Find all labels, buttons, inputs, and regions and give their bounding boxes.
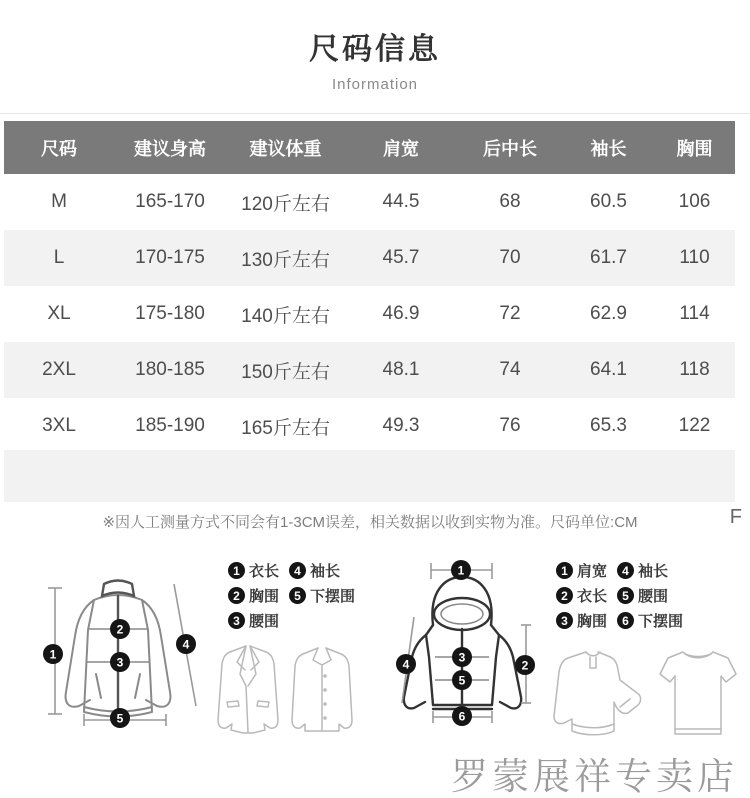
table-row <box>4 286 735 342</box>
svg-text:1: 1 <box>49 647 57 662</box>
table-cell: 49.3 <box>382 415 420 436</box>
column-header-sleeve: 袖长 <box>563 121 654 174</box>
legend-item <box>556 585 607 606</box>
table-cell: 3XL <box>42 415 76 436</box>
legend-label: 胸围 <box>249 588 280 605</box>
legend-label: 衣长 <box>577 588 608 605</box>
hoodie-badge-3 <box>452 647 472 667</box>
svg-text:2: 2 <box>521 658 529 673</box>
table-row <box>4 174 735 230</box>
hoodie-badge-4 <box>396 654 416 674</box>
hoodie-badge-5 <box>452 670 472 690</box>
table-cell: 44.5 <box>382 191 420 212</box>
badge-2-icon: 2 <box>556 587 573 604</box>
svg-text:4: 4 <box>182 637 190 652</box>
badge-4-icon: 4 <box>289 562 306 579</box>
legend-item <box>289 560 355 581</box>
legend-item <box>617 585 683 606</box>
table-cell: 62.9 <box>590 303 627 324</box>
legend-label: 下摆围 <box>310 588 356 605</box>
column-header-backlen: 后中长 <box>457 121 563 174</box>
legend-label: 腰围 <box>249 613 280 630</box>
table-cell: 180-185 <box>135 359 205 380</box>
table-cell: 114 <box>679 303 710 324</box>
legend-label: 肩宽 <box>577 563 608 580</box>
table-cell: 76 <box>499 415 521 436</box>
table-cell: 122 <box>678 415 711 436</box>
jacket-badge-4 <box>176 634 196 654</box>
empty-row-band <box>4 450 735 502</box>
table-cell: 185-190 <box>135 415 205 436</box>
badge-1-icon: 1 <box>228 562 245 579</box>
jacket-badge-1 <box>43 644 63 664</box>
column-header-weight: 建议体重 <box>226 121 345 174</box>
blazer-shirt-sketch <box>215 640 357 740</box>
table-cell: 106 <box>678 191 711 212</box>
table-cell: 165-170 <box>135 191 205 212</box>
jacket-badge-2 <box>110 619 130 639</box>
table-cell: 61.7 <box>590 247 627 268</box>
table-cell: L <box>53 247 65 268</box>
badge-3-icon: 3 <box>556 612 573 629</box>
jacket-badge-3 <box>110 652 130 672</box>
table-header-row <box>4 121 735 174</box>
table-cell: 170-175 <box>135 247 205 268</box>
measurement-diagrams <box>0 552 750 748</box>
legend-label: 袖长 <box>310 563 341 580</box>
table-cell: 120斤左右 <box>241 193 330 215</box>
legend-item <box>289 585 355 606</box>
hoodie-badge-2 <box>515 655 535 675</box>
table-cell: 70 <box>499 247 521 268</box>
legend-item <box>228 560 279 581</box>
legend-item <box>228 610 279 631</box>
legend-item <box>617 610 683 631</box>
legend-label: 衣长 <box>249 563 280 580</box>
table-cell: 175-180 <box>135 303 205 324</box>
column-header-height: 建议身高 <box>114 121 226 174</box>
table-row <box>4 398 735 454</box>
jacket-badge-5 <box>110 708 130 728</box>
svg-text:3: 3 <box>116 655 124 670</box>
hoodie-badge-1 <box>451 560 471 580</box>
tops-sketch <box>548 644 748 744</box>
table-cell: 68 <box>499 191 521 212</box>
svg-text:5: 5 <box>458 673 466 688</box>
hoodie-legend <box>556 560 683 631</box>
svg-text:3: 3 <box>458 650 466 665</box>
page-subtitle: Information <box>331 76 419 93</box>
badge-6-icon: 6 <box>617 612 634 629</box>
measurement-note: ※因人工测量方式不同会有1-3CM误差，相关数据以收到实物为准。尺码单位:CM <box>102 514 638 531</box>
table-cell: M <box>51 191 67 212</box>
legend-label: 袖长 <box>638 563 669 580</box>
table-cell: 72 <box>499 303 521 324</box>
column-header-chest: 胸围 <box>654 121 735 174</box>
note-suffix: F <box>729 506 742 528</box>
badge-5-icon: 5 <box>617 587 634 604</box>
table-cell: 130斤左右 <box>241 249 330 271</box>
table-cell: 45.7 <box>382 247 420 268</box>
svg-text:5: 5 <box>116 711 124 726</box>
legend-item <box>556 560 607 581</box>
table-cell: 65.3 <box>590 415 627 436</box>
badge-5-icon: 5 <box>289 587 306 604</box>
jacket-measure-diagram <box>32 570 204 730</box>
size-table <box>4 121 735 454</box>
badge-4-icon: 4 <box>617 562 634 579</box>
column-header-shoulder: 肩宽 <box>345 121 457 174</box>
table-cell: 110 <box>679 247 710 268</box>
legend-item <box>617 560 683 581</box>
page-title: 尺码信息 <box>309 33 441 66</box>
hoodie-badge-6 <box>452 706 472 726</box>
table-cell: 150斤左右 <box>241 361 330 383</box>
legend-label: 腰围 <box>638 588 669 605</box>
badge-1-icon: 1 <box>556 562 573 579</box>
hoodie-measure-diagram <box>395 555 547 739</box>
table-cell: 60.5 <box>590 191 627 212</box>
divider <box>0 113 750 114</box>
table-cell: 64.1 <box>590 359 627 380</box>
svg-text:1: 1 <box>457 563 465 578</box>
legend-item <box>228 585 279 606</box>
table-cell: 2XL <box>42 359 76 380</box>
table-cell: 74 <box>499 359 521 380</box>
badge-2-icon: 2 <box>228 587 245 604</box>
legend-label: 下摆围 <box>638 613 684 630</box>
svg-text:2: 2 <box>116 622 124 637</box>
table-cell: XL <box>47 303 71 324</box>
table-cell: 165斤左右 <box>241 417 330 439</box>
legend-label: 胸围 <box>577 613 608 630</box>
column-header-size: 尺码 <box>4 121 114 174</box>
svg-text:6: 6 <box>458 709 466 724</box>
table-cell: 140斤左右 <box>241 305 330 327</box>
legend-item <box>556 610 607 631</box>
table-row <box>4 230 735 286</box>
table-row <box>4 342 735 398</box>
table-cell: 118 <box>679 359 710 380</box>
table-cell: 46.9 <box>382 303 420 324</box>
badge-3-icon: 3 <box>228 612 245 629</box>
table-cell: 48.1 <box>382 359 420 380</box>
jacket-legend <box>228 560 355 631</box>
svg-text:4: 4 <box>402 657 410 672</box>
store-watermark: 罗蒙展祥专卖店 <box>451 757 738 798</box>
